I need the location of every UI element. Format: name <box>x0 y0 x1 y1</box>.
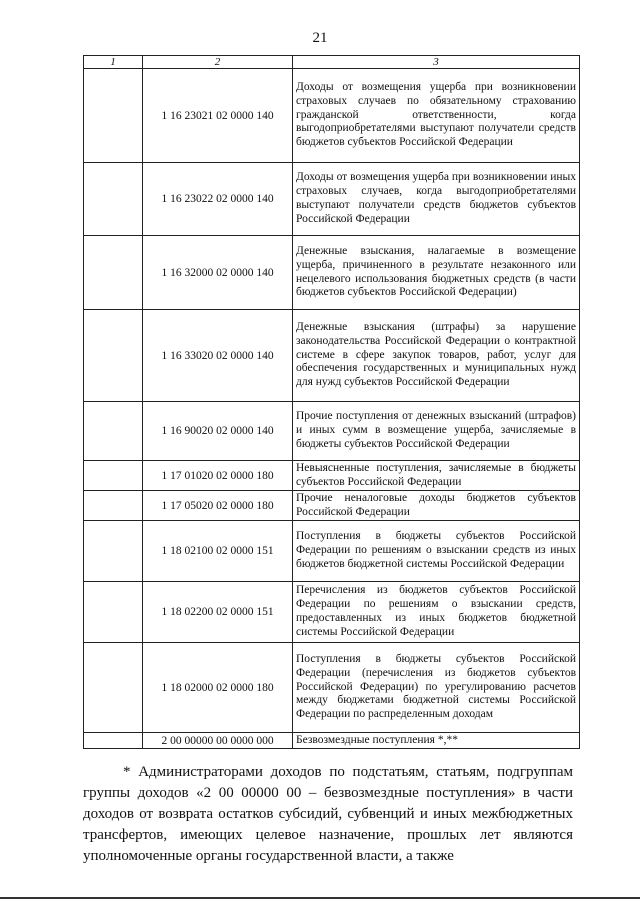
revenue-description: Доходы от возмещения ущерба при возникновении иных страховых случаев, когда выгодоприобретателями выступают получатели средств бюджетов субъектов Российской Федерации <box>293 163 580 236</box>
table-row <box>84 402 580 461</box>
administrator-cell <box>84 461 143 491</box>
table-row <box>84 69 580 163</box>
budget-code: 1 17 01020 02 0000 180 <box>143 461 293 491</box>
budget-code: 1 18 02100 02 0000 151 <box>143 521 293 582</box>
table-row <box>84 733 580 749</box>
budget-code: 1 18 02200 02 0000 151 <box>143 582 293 643</box>
revenue-description: Перечисления из бюджетов субъектов Российской Федерации по решениям о взыскании средств, предоставленных из иных бюджетов бюджетной системы Российской Федерации <box>293 582 580 643</box>
administrator-cell <box>84 582 143 643</box>
budget-code: 1 18 02000 02 0000 180 <box>143 643 293 733</box>
revenue-administrators-table <box>83 55 580 749</box>
table-row <box>84 582 580 643</box>
table-row <box>84 491 580 521</box>
revenue-description: Поступления в бюджеты субъектов Российской Федерации по решениям о взыскании средств из иных бюджетов бюджетной системы Российской Федерации <box>293 521 580 582</box>
administrator-cell <box>84 163 143 236</box>
administrator-cell <box>84 310 143 402</box>
revenue-description: Прочие неналоговые доходы бюджетов субъектов Российской Федерации <box>293 491 580 521</box>
footnote-text: * Администраторами доходов по подстатьям, статьям, подгруппам группы доходов «2 00 00000 00 – безвозмездные поступления» в части доходов от возврата остатков субсидий, субвенций и иных межбюджетных трансфертов, имеющих целевое назначение, прошлых лет являются уполномоченные органы государственной власти, а также <box>83 764 573 864</box>
page-bottom-rule <box>0 897 640 899</box>
table-row <box>84 521 580 582</box>
table-row <box>84 461 580 491</box>
budget-code: 2 00 00000 00 0000 000 <box>143 733 293 749</box>
administrator-cell <box>84 236 143 310</box>
column-header-2: 2 <box>143 56 293 69</box>
administrator-cell <box>84 733 143 749</box>
budget-code: 1 16 33020 02 0000 140 <box>143 310 293 402</box>
table-row <box>84 163 580 236</box>
revenue-description: Денежные взыскания (штрафы) за нарушение законодательства Российской Федерации о контрактной системе в сфере закупок товаров, работ, услуг для обеспечения государственных и муниципальных нужд для нужд субъектов Российской Федерации <box>293 310 580 402</box>
revenue-description: Безвозмездные поступления *,** <box>293 733 580 749</box>
budget-code: 1 16 23021 02 0000 140 <box>143 69 293 163</box>
revenue-description: Поступления в бюджеты субъектов Российской Федерации (перечисления из бюджетов субъектов Российской Федерации) по урегулированию расчетов между бюджетами бюджетной системы Российской Федерации по распределенным доходам <box>293 643 580 733</box>
budget-code: 1 16 23022 02 0000 140 <box>143 163 293 236</box>
table-row <box>84 310 580 402</box>
revenue-description: Невыясненные поступления, зачисляемые в бюджеты субъектов Российской Федерации <box>293 461 580 491</box>
administrator-cell <box>84 491 143 521</box>
budget-code: 1 16 32000 02 0000 140 <box>143 236 293 310</box>
revenue-description: Денежные взыскания, налагаемые в возмещение ущерба, причиненного в результате незаконного или нецелевого использования бюджетных средств (в части бюджетов субъектов Российской Федерации) <box>293 236 580 310</box>
administrator-cell <box>84 643 143 733</box>
budget-code: 1 17 05020 02 0000 180 <box>143 491 293 521</box>
administrator-cell <box>84 69 143 163</box>
administrator-cell <box>84 402 143 461</box>
page-number: 21 <box>312 30 328 46</box>
table-header-row <box>84 56 580 69</box>
footnote <box>83 762 573 867</box>
column-header-1: 1 <box>84 56 143 69</box>
administrator-cell <box>84 521 143 582</box>
column-header-3: 3 <box>293 56 580 69</box>
revenue-description: Доходы от возмещения ущерба при возникновении страховых случаев по обязательному страхованию гражданской ответственности, когда выгодоприобретателями выступают получатели средств бюджетов субъектов Российской Федерации <box>293 69 580 163</box>
budget-code: 1 16 90020 02 0000 140 <box>143 402 293 461</box>
table-row <box>84 236 580 310</box>
revenue-description: Прочие поступления от денежных взысканий (штрафов) и иных сумм в возмещение ущерба, зачисляемые в бюджеты субъектов Российской Федерации <box>293 402 580 461</box>
table-row <box>84 643 580 733</box>
